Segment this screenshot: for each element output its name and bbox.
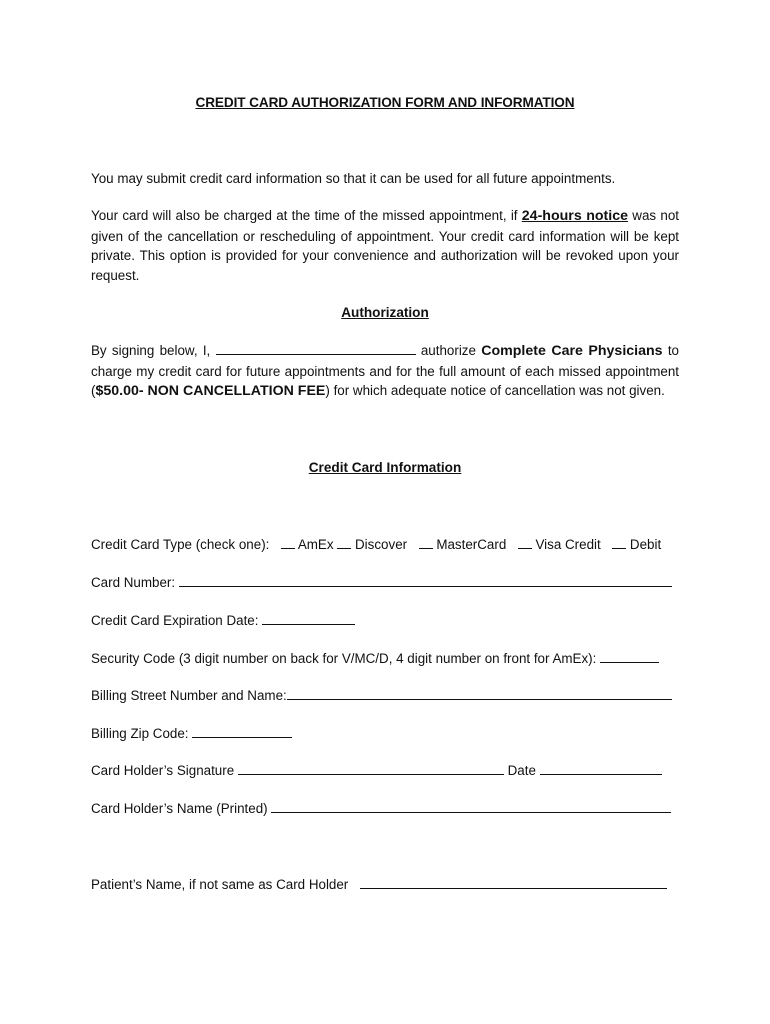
amex-label: AmEx	[297, 537, 334, 552]
charge-text-start: Your card will also be charged at the time of the missed appointment, if	[91, 208, 518, 223]
billing-zip-field[interactable]	[192, 725, 292, 738]
visa-credit-checkbox[interactable]	[518, 536, 532, 549]
date-label: Date	[507, 763, 536, 778]
authorization-paragraph	[91, 341, 679, 402]
mastercard-checkbox[interactable]	[419, 536, 433, 549]
patient-name-row	[91, 876, 667, 892]
visa-credit-label: Visa Credit	[535, 537, 601, 552]
billing-zip-row	[91, 725, 292, 741]
signature-field[interactable]	[238, 762, 504, 775]
practice-name: Complete Care Physicians	[481, 343, 663, 359]
charge-paragraph	[91, 206, 679, 286]
card-number-row	[91, 574, 672, 590]
auth-text-authorize: authorize	[420, 343, 476, 358]
security-code-label: Security Code (3 digit number on back for V/MC/D, 4 digit number on front for AmEx):	[91, 651, 597, 666]
amex-checkbox[interactable]	[281, 536, 295, 549]
auth-text-start: By signing below, I,	[91, 343, 211, 358]
intro-text: You may submit credit card information so that it can be used for all future appointments.	[91, 171, 616, 186]
printed-name-field[interactable]	[271, 800, 671, 813]
expiration-row	[91, 612, 355, 628]
signature-row	[91, 762, 662, 778]
authorization-heading: Authorization	[341, 305, 429, 320]
signature-label: Card Holder’s Signature	[91, 763, 235, 778]
notice-emphasis: 24-hours notice	[521, 208, 628, 224]
authorizer-name-field[interactable]	[216, 342, 416, 355]
auth-text-end: ) for which adequate notice of cancellation was not given.	[325, 383, 665, 399]
mastercard-label: MasterCard	[436, 537, 507, 552]
charge-text-end: was not given of the cancellation or rescheduling of appointment. Your credit card information will be kept private. This option is provided for your convenience and authorization will be revoked upon your request.	[91, 208, 679, 284]
card-number-label: Card Number:	[91, 575, 176, 590]
card-type-label: Credit Card Type (check one):	[91, 537, 270, 552]
auth-text-middle: to charge my credit card for future appointments and for the full amount of each missed appointment (	[91, 343, 679, 399]
card-number-field[interactable]	[179, 574, 672, 587]
expiration-field[interactable]	[262, 612, 355, 625]
discover-label: Discover	[355, 537, 408, 552]
billing-street-label: Billing Street Number and Name:	[91, 688, 287, 703]
billing-street-row	[91, 687, 672, 703]
cancellation-fee: $50.00- NON CANCELLATION FEE	[95, 383, 326, 400]
billing-street-field[interactable]	[287, 687, 672, 700]
security-code-row	[91, 650, 659, 666]
expiration-label: Credit Card Expiration Date:	[91, 613, 259, 628]
date-field[interactable]	[540, 762, 662, 775]
debit-checkbox[interactable]	[612, 536, 626, 549]
billing-zip-label: Billing Zip Code:	[91, 726, 189, 741]
security-code-field[interactable]	[600, 650, 659, 663]
card-type-row	[91, 536, 661, 552]
debit-label: Debit	[629, 537, 662, 552]
printed-name-label: Card Holder’s Name (Printed)	[91, 801, 268, 816]
printed-name-row	[91, 800, 671, 816]
discover-checkbox[interactable]	[337, 536, 351, 549]
form-title: CREDIT CARD AUTHORIZATION FORM AND INFORMATION	[195, 95, 575, 110]
patient-name-label: Patient’s Name, if not same as Card Holder	[91, 877, 349, 892]
patient-name-field[interactable]	[360, 876, 667, 889]
card-info-heading: Credit Card Information	[308, 460, 462, 475]
